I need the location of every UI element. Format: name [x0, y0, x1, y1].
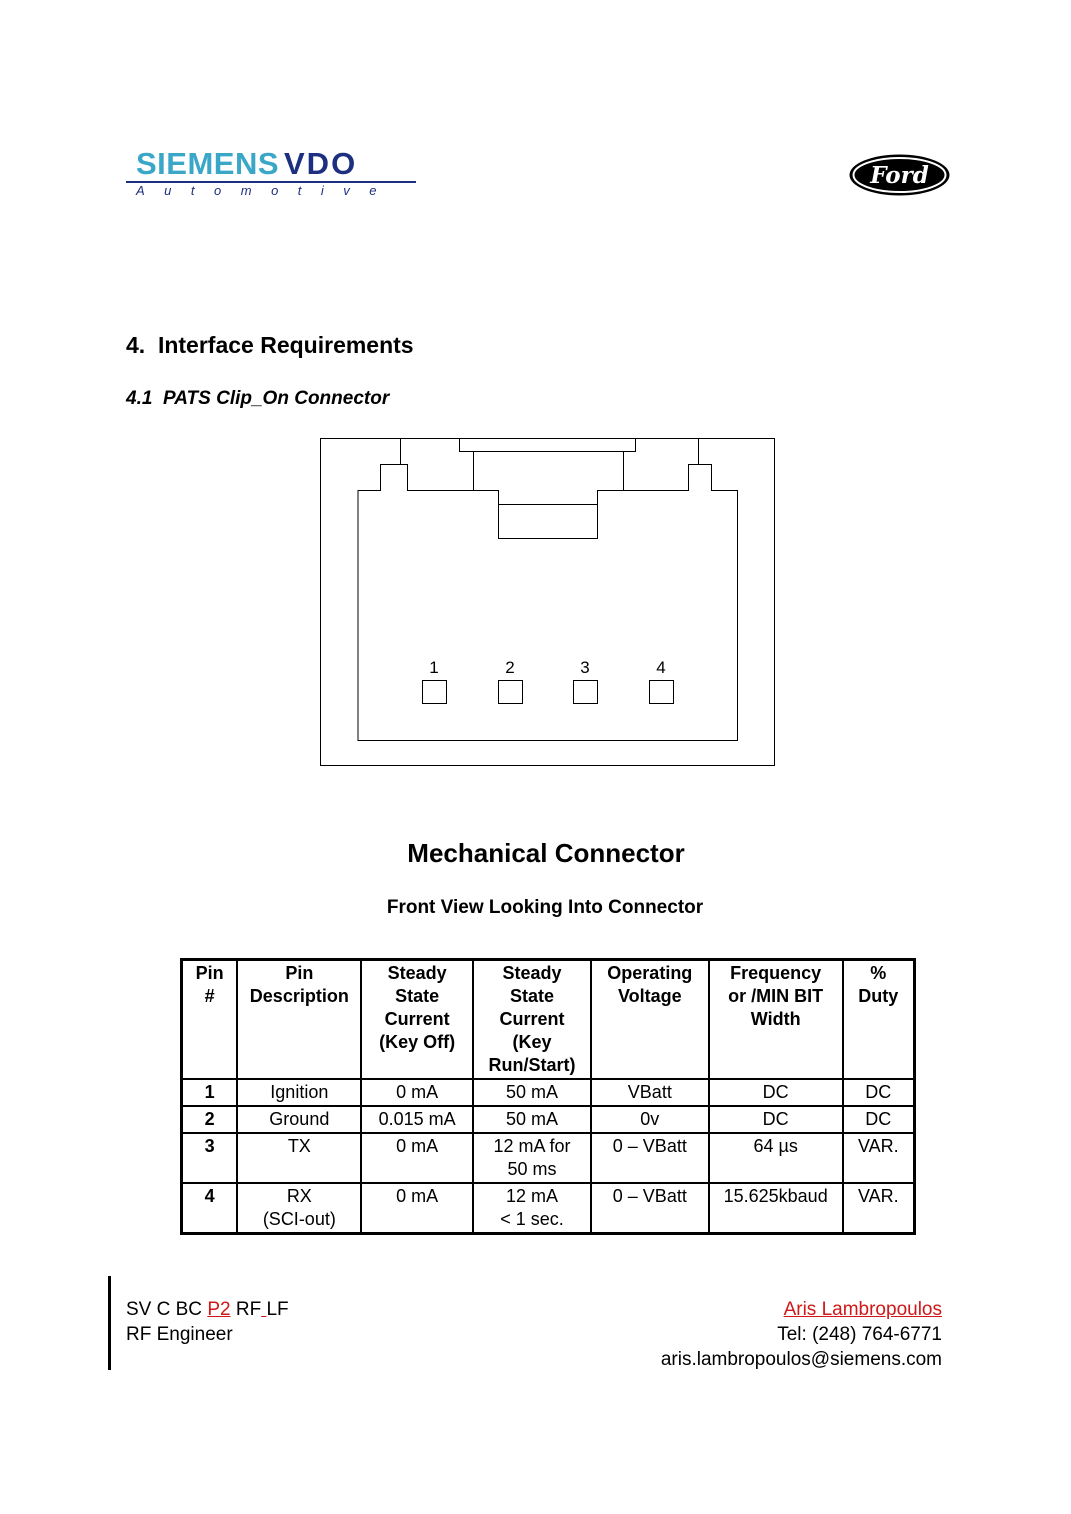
table-header-row — [182, 960, 915, 1080]
cell-percent-duty — [843, 1106, 915, 1133]
cell-line: 0 mA — [396, 1186, 439, 1206]
header-line: # — [204, 986, 215, 1006]
vdo-logo-text: VDO — [284, 146, 358, 181]
header-line: Run/Start) — [488, 1055, 576, 1075]
header-operating-voltage — [591, 960, 709, 1080]
cell-frequency — [709, 1133, 843, 1183]
job-title: RF Engineer — [126, 1324, 233, 1345]
header-pin-description — [237, 960, 361, 1080]
connector-housing-outline — [358, 465, 738, 741]
contact-tel: Tel: (248) 764-6771 — [777, 1324, 942, 1345]
cell-operating-voltage — [591, 1183, 709, 1234]
footer-contact-block — [560, 1297, 942, 1372]
table-row — [182, 1183, 915, 1234]
dept-code-part: RF — [235, 1299, 262, 1320]
cell-line: Ground — [269, 1109, 330, 1129]
cell-frequency — [709, 1183, 843, 1234]
cell-pin-description — [237, 1133, 361, 1183]
pin-4-terminal — [650, 681, 674, 704]
cell-line: Ignition — [270, 1082, 329, 1102]
dept-code-highlight: P2 — [207, 1299, 231, 1320]
header-line: Width — [750, 1009, 801, 1029]
header-pin-number — [182, 960, 238, 1080]
cell-line: 0 – VBatt — [612, 1136, 687, 1156]
cell-steady-current-key-off — [361, 1133, 473, 1183]
pin-3-label: 3 — [580, 658, 590, 677]
cell-line: VAR. — [857, 1186, 899, 1206]
cell-pin-number — [182, 1133, 238, 1183]
header-line: Current — [384, 1009, 450, 1029]
footer-left-block — [126, 1297, 289, 1347]
diagram-subcaption: Front View Looking Into Connector — [386, 897, 704, 918]
header-line: Voltage — [617, 986, 682, 1006]
cell-steady-current-key-run — [473, 1106, 591, 1133]
cell-operating-voltage — [591, 1133, 709, 1183]
contact-name[interactable]: Aris Lambropoulos — [783, 1299, 942, 1320]
header-line: (Key — [512, 1032, 552, 1052]
cell-steady-current-key-off — [361, 1106, 473, 1133]
header-line: Steady — [387, 963, 447, 983]
cell-steady-current-key-off — [361, 1079, 473, 1106]
ford-logo-text: Ford — [870, 162, 929, 189]
cell-percent-duty — [843, 1079, 915, 1106]
cell-line: 0 mA — [396, 1082, 439, 1102]
cell-operating-voltage — [591, 1079, 709, 1106]
pin-2-terminal — [499, 681, 523, 704]
cell-frequency — [709, 1106, 843, 1133]
connector-outer-frame — [321, 439, 775, 766]
cell-line: DC — [865, 1109, 892, 1129]
cell-pin-number — [182, 1079, 238, 1106]
header-line: or /MIN BIT — [728, 986, 824, 1006]
header-percent-duty — [843, 960, 915, 1080]
header-line: Steady — [502, 963, 562, 983]
siemens-logo-text: SIEMENS — [136, 146, 280, 181]
pin-1-label: 1 — [429, 658, 439, 677]
cell-line: 0 – VBatt — [612, 1186, 687, 1206]
table-row — [182, 1106, 915, 1133]
header-line: Current — [499, 1009, 565, 1029]
table-body — [182, 1079, 915, 1234]
cell-line: TX — [287, 1136, 311, 1156]
pin-1-terminal — [423, 681, 447, 704]
cell-steady-current-key-run — [473, 1133, 591, 1183]
cell-line: (SCI-out) — [262, 1209, 336, 1229]
cell-line: VBatt — [627, 1082, 672, 1102]
top-key-outline — [460, 439, 636, 452]
dept-code-part: SV C BC — [126, 1299, 203, 1320]
cell-line: 15.625kbaud — [723, 1186, 828, 1206]
pin-4-label: 4 — [656, 658, 666, 677]
cell-line: 0v — [640, 1109, 660, 1129]
dept-code-part: LF — [266, 1299, 289, 1320]
ford-logo — [848, 153, 951, 197]
cell-line: < 1 sec. — [500, 1209, 564, 1229]
cell-line: 4 — [204, 1186, 215, 1206]
diagram-caption: Mechanical Connector — [407, 838, 685, 868]
footer-rule — [108, 1276, 111, 1370]
cell-line: 50 mA — [505, 1082, 558, 1102]
cell-line: 50 mA — [505, 1109, 558, 1129]
cell-operating-voltage — [591, 1106, 709, 1133]
section-heading: 4. Interface Requirements — [126, 332, 414, 358]
cell-pin-description — [237, 1079, 361, 1106]
cell-line: DC — [762, 1082, 789, 1102]
cell-steady-current-key-run — [473, 1079, 591, 1106]
cell-pin-description — [237, 1183, 361, 1234]
pin-2-label: 2 — [505, 658, 515, 677]
header-line: Description — [249, 986, 349, 1006]
header-steady-current-key-run — [473, 960, 591, 1080]
contact-email[interactable]: aris.lambropoulos@siemens.com — [660, 1349, 942, 1370]
cell-pin-number — [182, 1183, 238, 1234]
cell-line: 0 mA — [396, 1136, 439, 1156]
table-row — [182, 1133, 915, 1183]
cell-pin-number — [182, 1106, 238, 1133]
connector-diagram — [318, 437, 778, 769]
header-line: Pin — [195, 963, 224, 983]
subsection-heading: 4.1 PATS Clip_On Connector — [126, 388, 390, 409]
cell-line: 2 — [204, 1109, 215, 1129]
cell-line: 1 — [204, 1082, 215, 1102]
cell-frequency — [709, 1079, 843, 1106]
header-line: % — [870, 963, 887, 983]
cell-pin-description — [237, 1106, 361, 1133]
header-line: State — [395, 986, 440, 1006]
cell-line: 3 — [204, 1136, 215, 1156]
cell-steady-current-key-run — [473, 1183, 591, 1234]
cell-line: 50 ms — [507, 1159, 557, 1179]
header-frequency — [709, 960, 843, 1080]
header-line: State — [509, 986, 554, 1006]
cell-line: 64 µs — [753, 1136, 798, 1156]
cell-line: DC — [762, 1109, 789, 1129]
table-row — [182, 1079, 915, 1106]
header-line: (Key Off) — [379, 1032, 456, 1052]
siemens-vdo-logo — [126, 148, 416, 200]
cell-line: VAR. — [857, 1136, 899, 1156]
cell-line: 12 mA — [505, 1186, 558, 1206]
header-line: Duty — [858, 986, 899, 1006]
header-line: Frequency — [730, 963, 822, 983]
cell-percent-duty — [843, 1183, 915, 1234]
automotive-logo-text: Automotive — [136, 183, 397, 198]
pin-3-terminal — [574, 681, 598, 704]
header-line: Pin — [285, 963, 314, 983]
cell-line: 12 mA for — [493, 1136, 571, 1156]
cell-line: RX — [286, 1186, 312, 1206]
cell-percent-duty — [843, 1133, 915, 1183]
cell-line: DC — [865, 1082, 892, 1102]
cell-steady-current-key-off — [361, 1183, 473, 1234]
department-code — [126, 1297, 289, 1322]
pin-spec-table — [180, 958, 916, 1235]
cell-line: 0.015 mA — [378, 1109, 456, 1129]
header-steady-current-key-off — [361, 960, 473, 1080]
header-line: Operating — [607, 963, 693, 983]
